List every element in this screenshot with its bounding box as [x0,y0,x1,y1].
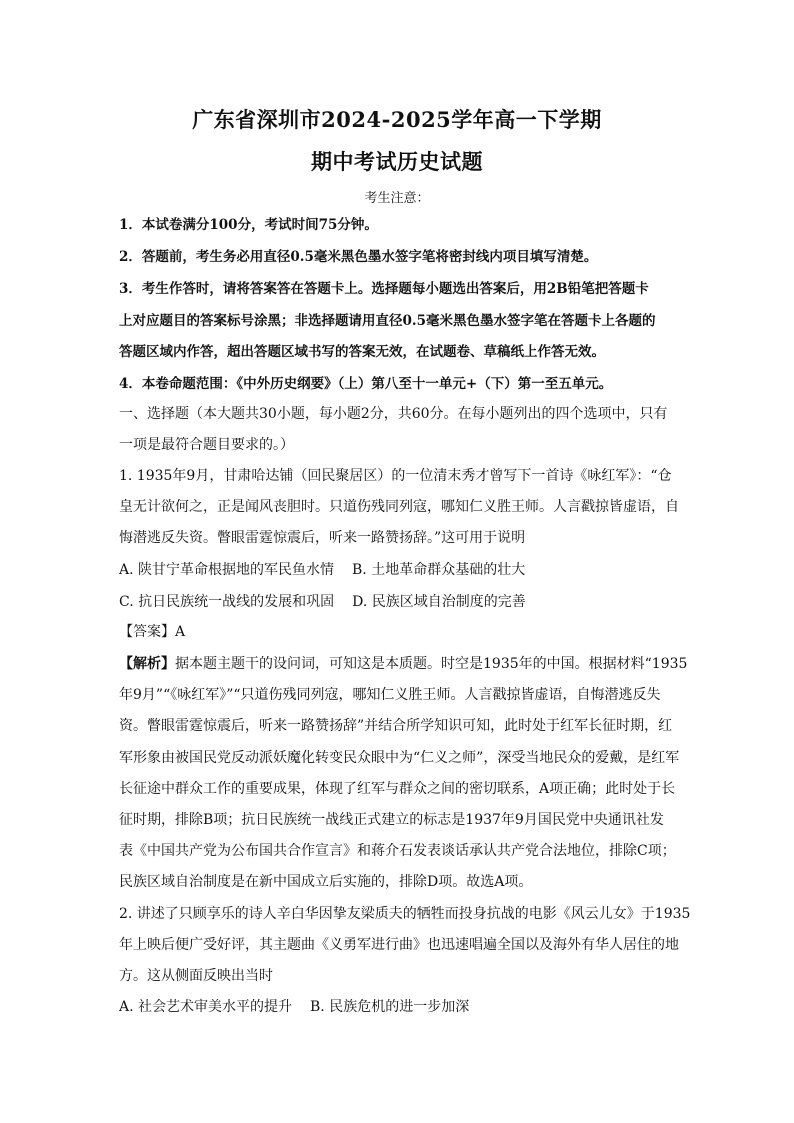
notice-heading: 考生注意： [364,191,430,206]
question-2-option-a: A. 社会艺术审美水平的提升 [119,999,293,1015]
notice-item: 上对应题目的答案标号涂黑；非选择题请用直径0.5毫米黑色墨水签字笔在答题卡上各题的 [119,313,656,329]
notice-item: 2．答题前，考生务必用直径0.5毫米黑色墨水签字笔将密封线内项目填写清楚。 [119,249,598,265]
question-2-options-row1 [119,997,679,1017]
question-1-analysis-line: 征时期，排除B项；抗日民族统一战线正式建立的标志是1937年9月国民党中央通讯社发 [119,812,664,828]
section-heading-line2: 一项是最符合题目要求的。） [119,437,294,453]
analysis-text: 据本题主题干的设问词，可知这是本质题。时空是1935年的中国。根据材料“1935 [175,656,688,672]
question-1-option-c: C. 抗日民族统一战线的发展和巩固 [119,594,335,610]
question-1-analysis-line: 军形象由被国民党反动派妖魔化转变民众眼中为“仁义之师”，深受当地民众的爱戴，是红军 [119,750,680,766]
question-1-option-d: D. 民族区域自治制度的完善 [352,594,526,610]
question-1-stem-line: 皇无计欲何之，正是闻风丧胆时。只道伤残同列寇，哪知仁义胜王师。人言戳掠皆虚语，自 [119,499,679,515]
notice-item: 答题区域内作答，超出答题区域书写的答案无效，在试题卷、草稿纸上作答无效。 [119,344,605,360]
question-1-analysis-line: 资。瞥眼雷霆惊震后，听来一路赞扬辞”并结合所学知识可知，此时处于红军长征时期，红 [119,718,673,734]
section-heading-line1: 一、选择题（本大题共30小题，每小题2分，共60分。在每小题列出的四个选项中，只有 [119,406,668,422]
question-2-stem-line: 2. 讲述了只顾享乐的诗人辛白华因挚友梁质夫的牺牲而投身抗战的电影《风云儿女》于1935 [119,906,691,922]
notice-item: 4．本卷命题范围：《中外历史纲要》（上）第八至十一单元+（下）第一至五单元。 [119,376,613,392]
question-1-stem-line: 1. 1935年9月，甘肃哈达铺（回民聚居区）的一位清末秀才曾写下一首诗《咏红军》：“仓 [119,468,672,484]
question-1-analysis-line: 表《中国共产党为公布国共合作宣言》和蒋介石发表谈话承认共产党合法地位，排除C项； [119,843,676,859]
notice-item: 3．考生作答时，请将答案答在答题卡上。选择题每小题选出答案后，用2B铅笔把答题卡 [119,281,649,297]
question-1-analysis-line: 长征途中群众工作的重要成果，体现了红军与群众之间的密切联系，A项正确；此时处于长 [119,781,676,797]
question-1-analysis-line [119,654,688,674]
question-2-option-b: B. 民族危机的进一步加深 [310,999,470,1015]
notice-item: 1．本试卷满分100分，考试时间75分钟。 [119,217,378,233]
analysis-label: 【解析】 [119,656,175,672]
question-2-stem-line: 方。这从侧面反映出当时 [119,968,273,984]
question-1-analysis-line: 年9月”“《咏红军》”“只道伤残同列寇，哪知仁义胜王师。人言戳掠皆虚语，自悔潜逃反失 [119,687,661,703]
page-title-line2: 期中考试历史试题 [311,149,483,174]
question-1-analysis-line: 民族区域自治制度是在新中国成立后实施的，排除D项。故选A项。 [119,874,533,890]
question-1-answer: 【答案】A [119,624,186,640]
question-1-option-a: A. 陕甘宁革命根据地的军民鱼水情 [119,562,335,578]
question-2-stem-line: 年上映后便广受好评，其主题曲《义勇军进行曲》也迅速唱遍全国以及海外有华人居住的地 [119,937,679,953]
question-1-stem-line: 悔潜逃反失资。瞥眼雷霆惊震后，听来一路赞扬辞。”这可用于说明 [119,530,526,546]
page-title-line1: 广东省深圳市2024-2025学年高一下学期 [192,107,602,132]
question-1-options-row2 [119,592,679,612]
question-1-option-b: B. 土地革命群众基础的壮大 [352,562,526,578]
question-1-options-row1 [119,560,679,580]
